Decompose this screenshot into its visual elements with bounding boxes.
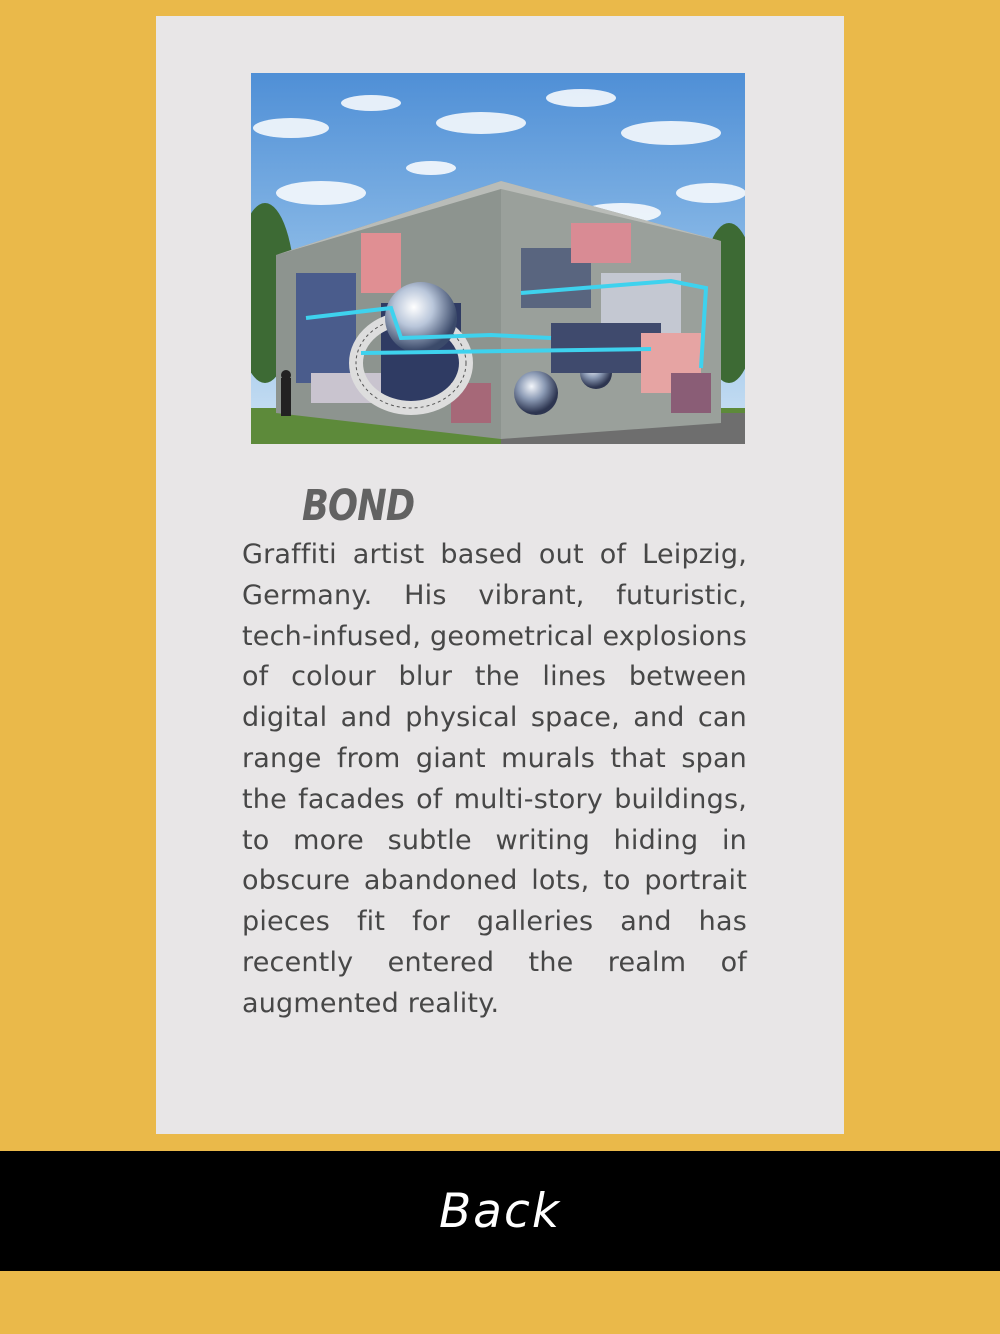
back-button-label: Back	[438, 1183, 562, 1239]
artist-bio: Graffiti artist based out of Leipzig, Germany. His vibrant, futuristic, tech-infused, geometrical explosions of colour blur the lines between digital and physical space, and can range from giant murals that span the facades of multi-story buildings, to more subtle writing hiding in obscure abandoned lots, to portrait pieces fit for galleries and has recently entered the realm of augmented reality.	[242, 539, 747, 1019]
artist-card	[156, 16, 844, 1134]
artist-name: BOND	[302, 481, 415, 531]
back-button[interactable]	[0, 1151, 1000, 1271]
mural-image	[251, 73, 745, 444]
